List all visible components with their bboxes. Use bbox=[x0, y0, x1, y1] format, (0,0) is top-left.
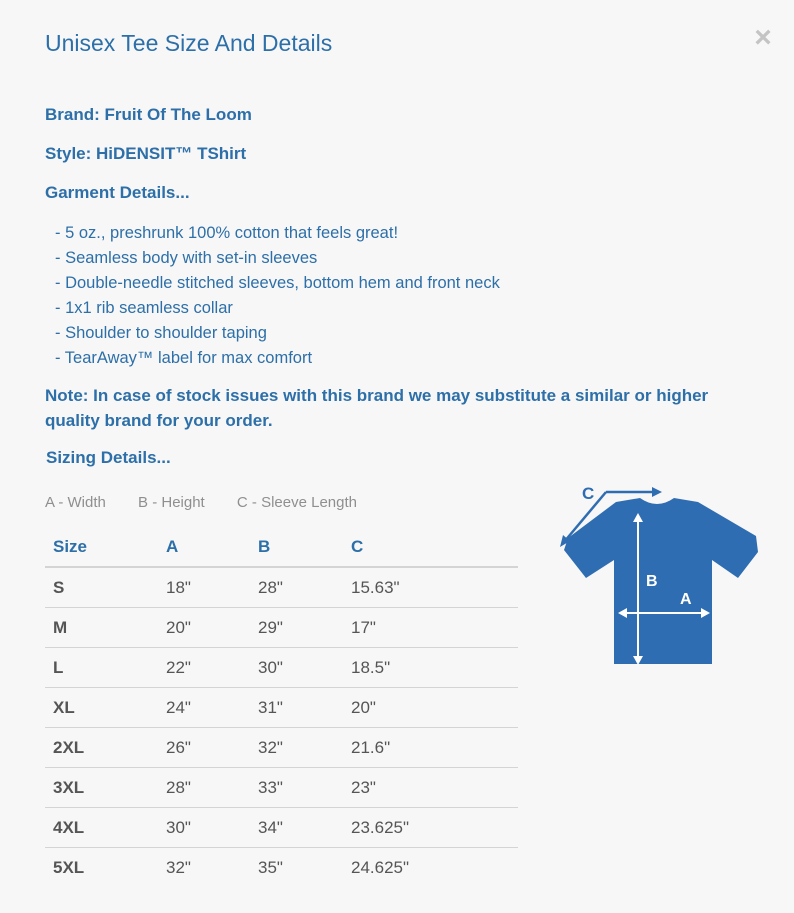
list-item: - TearAway™ label for max comfort bbox=[55, 349, 313, 367]
table-row bbox=[45, 648, 518, 688]
height-cell: 28" bbox=[258, 567, 351, 608]
legend-width: A - Width bbox=[45, 494, 106, 511]
height-cell: 34" bbox=[258, 808, 351, 848]
label-a: A bbox=[680, 591, 692, 608]
legend-height: B - Height bbox=[138, 494, 205, 511]
size-cell: S bbox=[45, 567, 166, 608]
measurement-legend bbox=[45, 494, 385, 511]
tshirt-measurement-diagram bbox=[556, 480, 760, 670]
sleeve-length-cell: 23" bbox=[351, 768, 518, 808]
table-row bbox=[45, 808, 518, 848]
table-row bbox=[45, 567, 518, 608]
width-cell: 24" bbox=[166, 688, 258, 728]
label-b: B bbox=[646, 573, 658, 590]
table-row bbox=[45, 848, 518, 888]
sleeve-length-cell: 15.63" bbox=[351, 567, 518, 608]
width-cell: 18" bbox=[166, 567, 258, 608]
sleeve-length-cell: 18.5" bbox=[351, 648, 518, 688]
width-cell: 32" bbox=[166, 857, 191, 877]
close-icon[interactable]: × bbox=[754, 21, 772, 54]
size-cell: L bbox=[45, 648, 166, 688]
tshirt-icon bbox=[564, 498, 758, 664]
list-item: - 5 oz., preshrunk 100% cotton that feels great! bbox=[55, 224, 399, 242]
column-header-c: C bbox=[351, 528, 518, 567]
size-cell: 4XL bbox=[45, 808, 166, 848]
garment-details-list bbox=[55, 221, 500, 371]
sleeve-arrow-top bbox=[652, 487, 662, 497]
column-header-b: B bbox=[258, 528, 351, 567]
table-row bbox=[45, 608, 518, 648]
size-table-body bbox=[45, 567, 518, 887]
size-cell: 3XL bbox=[45, 768, 166, 808]
table-row bbox=[45, 768, 518, 808]
sleeve-length-cell: 23.625" bbox=[351, 808, 518, 848]
width-cell: 22" bbox=[166, 648, 258, 688]
width-cell: 28" bbox=[166, 768, 258, 808]
list-item: - Double-needle stitched sleeves, bottom hem and front neck bbox=[55, 274, 500, 292]
style-line: Style: HiDENSIT™ TShirt bbox=[45, 144, 247, 163]
modal-title: Unisex Tee Size And Details bbox=[45, 30, 333, 56]
sleeve-length-cell: 20" bbox=[351, 688, 518, 728]
size-cell: 2XL bbox=[45, 728, 166, 768]
height-cell: 32" bbox=[258, 728, 351, 768]
list-item: - 1x1 rib seamless collar bbox=[55, 299, 233, 317]
garment-details-heading: Garment Details... bbox=[45, 183, 190, 202]
column-header-size: Size bbox=[45, 528, 166, 567]
brand-line: Brand: Fruit Of The Loom bbox=[45, 105, 252, 124]
height-cell: 35" bbox=[258, 857, 283, 877]
table-row bbox=[45, 728, 518, 768]
label-c: C bbox=[582, 484, 595, 503]
table-header-row bbox=[45, 528, 518, 567]
size-chart-table bbox=[45, 528, 518, 887]
sizing-details-heading: Sizing Details... bbox=[46, 448, 171, 467]
sleeve-length-cell: 21.6" bbox=[351, 728, 518, 768]
sleeve-length-cell: 24.625" bbox=[351, 857, 410, 877]
size-cell: XL bbox=[45, 688, 166, 728]
table-row bbox=[45, 688, 518, 728]
width-cell: 26" bbox=[166, 728, 258, 768]
width-cell: 20" bbox=[166, 608, 258, 648]
height-cell: 31" bbox=[258, 688, 351, 728]
size-cell: M bbox=[45, 608, 166, 648]
height-cell: 30" bbox=[258, 648, 351, 688]
substitution-note: Note: In case of stock issues with this brand we may substitute a similar or higher quality brand for your order. bbox=[45, 386, 709, 430]
width-cell: 30" bbox=[166, 808, 258, 848]
height-cell: 29" bbox=[258, 608, 351, 648]
size-cell: 5XL bbox=[53, 857, 85, 877]
list-item: - Seamless body with set-in sleeves bbox=[55, 249, 318, 267]
height-cell: 33" bbox=[258, 768, 351, 808]
sleeve-length-cell: 17" bbox=[351, 608, 518, 648]
column-header-a: A bbox=[166, 528, 258, 567]
list-item: - Shoulder to shoulder taping bbox=[55, 324, 267, 342]
legend-sleeve-length: C - Sleeve Length bbox=[236, 494, 357, 511]
